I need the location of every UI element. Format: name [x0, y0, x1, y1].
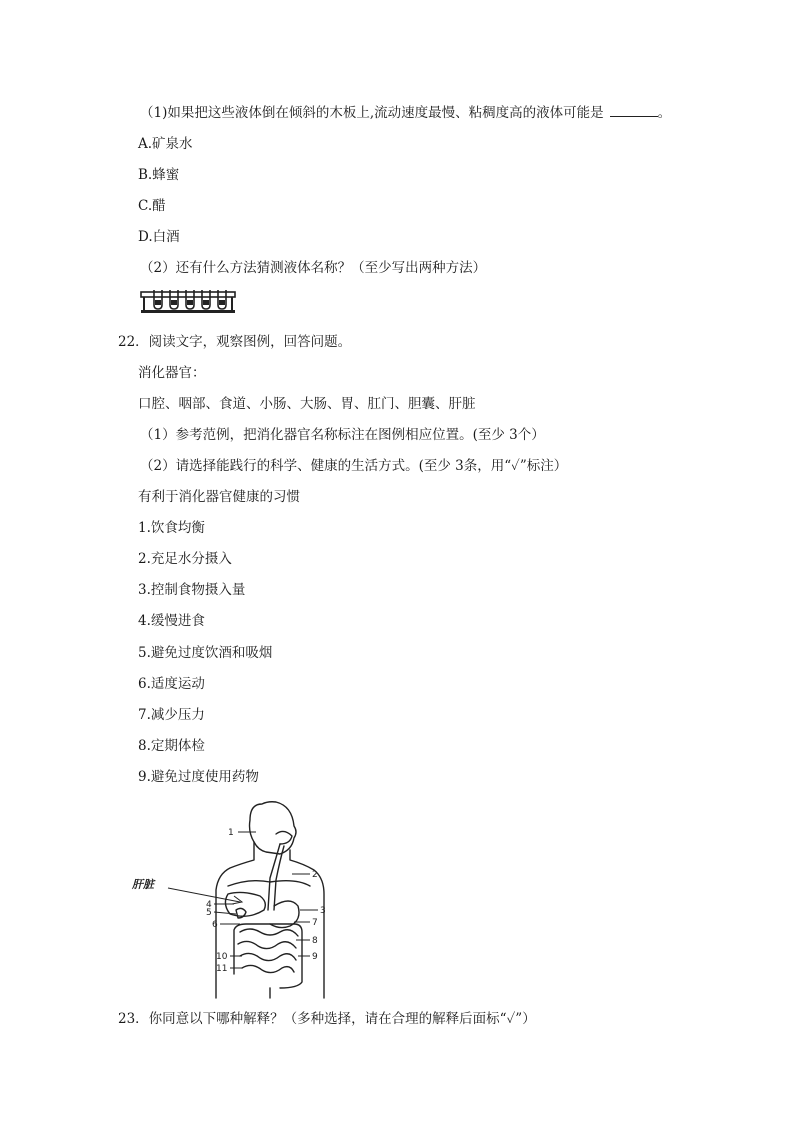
example-label-liver: 肝脏 — [132, 878, 154, 891]
digestive-system-diagram — [130, 798, 330, 998]
label-number-10: 10 — [216, 952, 228, 962]
habit-item-4: 4.缓慢进食 — [138, 613, 205, 629]
habit-item-5: 5.避免过度饮酒和吸烟 — [138, 645, 273, 661]
q22-organs-label: 消化器官： — [138, 365, 206, 381]
habit-item-9: 9.避免过度使用药物 — [138, 769, 259, 785]
q22-sub2: （2）请选择能践行的科学、健康的生活方式。(至少 3条，用“✓”标注） — [140, 458, 568, 474]
q21-sub1 — [140, 104, 671, 122]
label-number-9: 9 — [312, 952, 318, 962]
q22-organs-list: 口腔、咽部、食道、小肠、大肠、胃、肛门、胆囊、肝脏 — [138, 396, 476, 412]
label-number-3: 3 — [320, 906, 326, 916]
q21-option-b: B.蜂蜜 — [138, 167, 180, 183]
q22-sub1: （1）参考范例，把消化器官名称标注在图例相应位置。(至少 3个） — [140, 427, 545, 443]
habit-item-1: 1.饮食均衡 — [138, 520, 205, 536]
label-number-7: 7 — [312, 918, 318, 928]
habit-item-3: 3.控制食物摄入量 — [138, 582, 246, 598]
habit-item-2: 2.充足水分摄入 — [138, 551, 232, 567]
test-tube-rack-image — [140, 289, 236, 315]
q23-title: 23．你同意以下哪种解释？（多种选择，请在合理的解释后面标“✓”） — [118, 1011, 536, 1027]
label-number-8: 8 — [312, 936, 318, 946]
habit-item-8: 8.定期体检 — [138, 738, 205, 754]
label-number-4: 4 — [206, 900, 212, 910]
label-number-11: 11 — [216, 964, 228, 974]
habit-item-7: 7.减少压力 — [138, 707, 205, 723]
q21-sub2: （2）还有什么方法猜测液体名称？（至少写出两种方法） — [140, 260, 487, 276]
label-number-2: 2 — [312, 870, 318, 880]
q21-option-a: A.矿泉水 — [138, 136, 193, 152]
habit-item-6: 6.适度运动 — [138, 676, 205, 692]
q21-sub1-text: （1)如果把这些液体倒在倾斜的木板上,流动速度最慢、粘稠度高的液体可能是 — [140, 105, 604, 121]
label-number-5: 5 — [206, 908, 212, 918]
answer-blank[interactable] — [610, 104, 658, 117]
label-number-1: 1 — [228, 828, 234, 838]
q21-sub1-end: 。 — [657, 105, 672, 121]
label-number-6: 6 — [212, 920, 218, 930]
q22-title: 22．阅读文字，观察图例，回答问题。 — [118, 334, 352, 350]
q22-habits-title: 有利于消化器官健康的习惯 — [138, 489, 300, 505]
q21-option-d: D.白酒 — [138, 229, 180, 245]
q21-option-c: C.醋 — [138, 198, 166, 214]
